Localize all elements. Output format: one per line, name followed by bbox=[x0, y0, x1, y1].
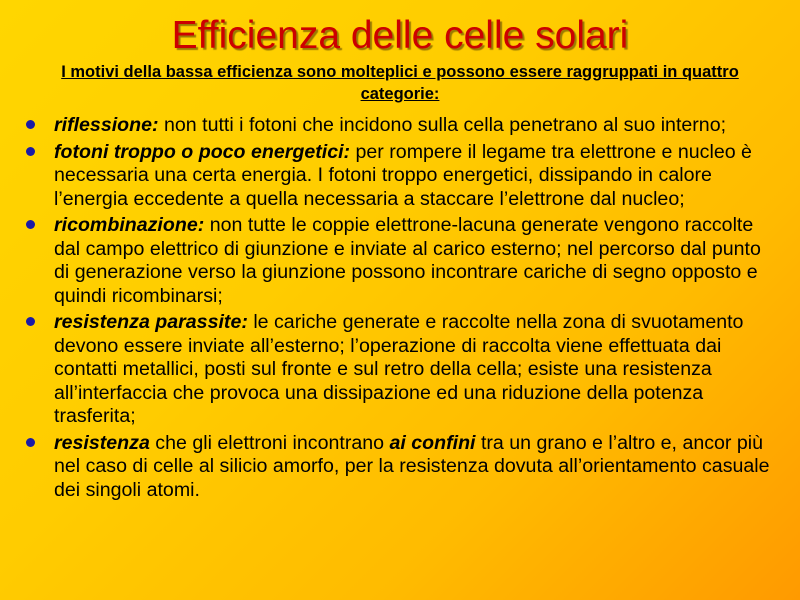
bullet-term: fotoni troppo o poco energetici: bbox=[54, 140, 351, 163]
bullet-dot-icon bbox=[26, 438, 35, 447]
bullet-item-resistenza-parassite bbox=[0, 311, 800, 429]
bullet-term-secondary: ai confini bbox=[389, 431, 476, 454]
bullet-term: riflessione: bbox=[54, 114, 159, 136]
bullet-item-riflessione bbox=[0, 114, 800, 138]
bullet-dot-icon bbox=[26, 220, 35, 229]
bullet-text: le cariche generate e raccolte nella zona di svuotamento devono essere inviate all’esterno; l’operazione di raccolta viene effettuata dai contatti metallici, posti sul fronte e sul retro della cella; esiste una resistenza all’interfaccia che provoca una dissipazione ed una riduzione della potenza trasferita; bbox=[54, 311, 744, 427]
slide-title: Efficienza delle celle solari bbox=[171, 14, 629, 57]
bullet-dot-icon bbox=[26, 120, 35, 129]
bullet-term: ricombinazione: bbox=[54, 214, 205, 236]
bullet-text: per rompere il legame tra elettrone e nucleo è necessaria una certa energia. I fotoni troppo energetici, dissipando in calore l’energia eccedente a quella necessaria a staccare l’elettrone dal nucleo; bbox=[54, 140, 752, 210]
bullet-dot-icon bbox=[26, 147, 35, 156]
bullet-text: non tutti i fotoni che incidono sulla cella penetrano al suo interno; bbox=[158, 114, 727, 136]
slide-subtitle: I motivi della bassa efficienza sono molteplici e possono essere raggruppati in quattro categorie: bbox=[61, 63, 739, 103]
bullet-text: che gli elettroni incontrano bbox=[149, 431, 390, 454]
bullet-term: resistenza bbox=[54, 431, 150, 454]
bullet-text-secondary: tra un grano e l’altro e, ancor più nel caso di celle al silicio amorfo, per la resistenza dovuta all’orientamento casuale dei singoli atomi. bbox=[54, 431, 770, 501]
bullet-term: resistenza parassite: bbox=[54, 311, 248, 333]
bullet-list bbox=[0, 114, 800, 505]
bullet-item-fotoni bbox=[0, 141, 800, 212]
bullet-item-resistenza-confini bbox=[0, 432, 800, 503]
bullet-dot-icon bbox=[26, 317, 35, 326]
bullet-item-ricombinazione bbox=[0, 214, 800, 308]
bullet-text: non tutte le coppie elettrone-lacuna generate vengono raccolte dal campo elettrico di giunzione e inviate al carico esterno; nel percorso dal punto di generazione verso la giunzione possono incontrare cariche di segno opposto e quindi ricombinarsi; bbox=[54, 214, 761, 307]
